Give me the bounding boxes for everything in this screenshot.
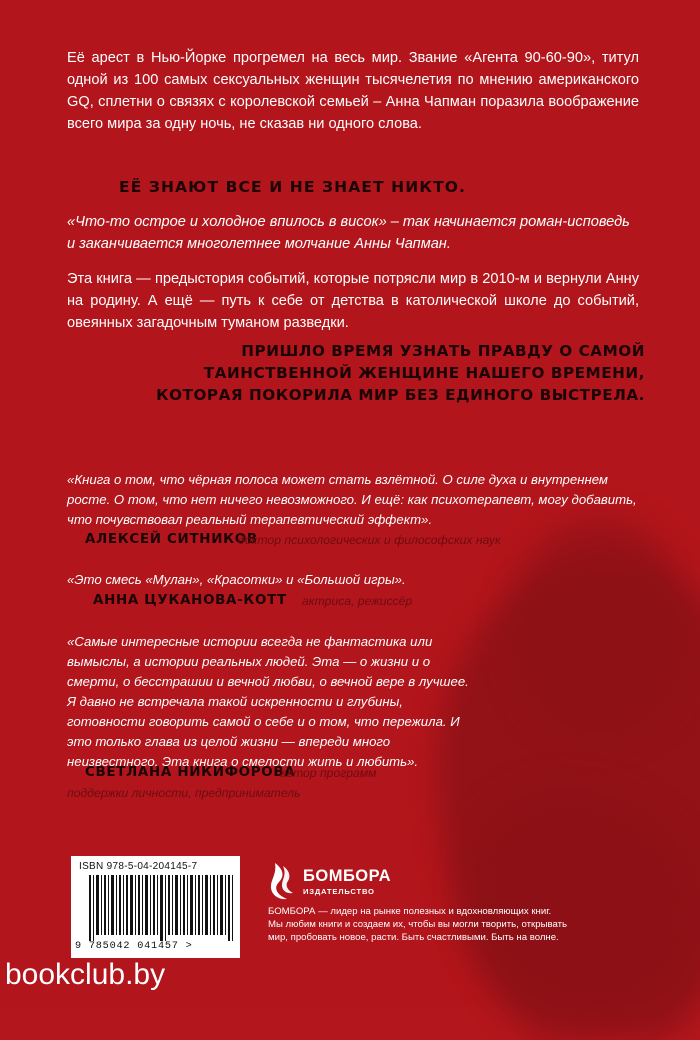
barcode-box xyxy=(71,856,240,958)
review-quote-1: «Книга о том, что чёрная полоса может стать взлётной. О силе духа и внутреннем росте. О том, что нет ничего невозможного. И ещё: как психотерапевт, могу добавить, что почувствовал реальный терапевтический эффект». xyxy=(67,472,637,527)
publisher-name: БОМБОРА xyxy=(303,867,392,885)
review-role-1: доктор психологических и философских наук xyxy=(238,533,501,547)
ean-digits: 9 785042 041457 > xyxy=(75,941,193,952)
review-author-2: АННА ЦУКАНОВА-КОТТ xyxy=(93,593,287,608)
review-role-3-line-2: поддержки личности, предприниматель xyxy=(67,786,301,800)
quote-opening-paragraph: «Что-то острое и холодное впилось в висок» – так начинается роман-исповедь и заканчивается многолетнее молчание Анны Чапман. xyxy=(67,214,630,252)
bombora-logo-icon xyxy=(269,860,299,902)
highlight-heading: ЕЁ ЗНАЮТ ВСЕ И НЕ ЗНАЕТ НИКТО. xyxy=(119,178,467,196)
barcode-bars xyxy=(89,875,244,941)
cta-line-2: ТАИНСТВЕННОЙ ЖЕНЩИНЕ НАШЕГО ВРЕМЕНИ, xyxy=(203,364,645,382)
review-role-2: актриса, режиссёр xyxy=(302,594,413,608)
publisher-description: БОМБОРА — лидер на рынке полезных и вдохновляющих книг. Мы любим книги и создаем их, чтобы вы могли творить, открывать мир, пробовать новое, расти. Быть счастливыми. Быть на волне. xyxy=(268,906,567,943)
cta-line-1: ПРИШЛО ВРЕМЯ УЗНАТЬ ПРАВДУ О САМОЙ xyxy=(241,342,645,360)
cta-heading xyxy=(115,340,645,406)
story-paragraph: Эта книга — предыстория событий, которые потрясли мир в 2010-м и вернули Анну на родину. А ещё — путь к себе от детства в католической школе до событий, овеянных загадочным туманом разведки. xyxy=(67,271,639,331)
review-author-1: АЛЕКСЕЙ СИТНИКОВ xyxy=(85,532,258,547)
intro-paragraph: Её арест в Нью-Йорке прогремел на весь мир. Звание «Агента 90-60-90», титул одной из 100 самых сексуальных женщин тысячелетия по мнению американского GQ, сплетни о связях с королевской семьей – Анна Чапман поразила воображение всего мира за одну ночь, не сказав ни одного слова. xyxy=(67,50,639,132)
review-author-3: СВЕТЛАНА НИКИФОРОВА xyxy=(85,765,296,780)
review-role-3: автор программ xyxy=(280,766,377,780)
isbn-label: ISBN 978-5-04-204145-7 xyxy=(79,861,198,872)
review-quote-2: «Это смесь «Мулан», «Красотки» и «Большой игры». xyxy=(67,572,406,587)
silhouette-head-shadow xyxy=(510,520,690,740)
cta-line-3: КОТОРАЯ ПОКОРИЛА МИР БЕЗ ЕДИНОГО ВЫСТРЕЛА. xyxy=(156,386,645,404)
bookclub-watermark: bookclub.by xyxy=(5,958,166,991)
review-quote-3: «Самые интересные истории всегда не фантастика или вымыслы, а истории реальных людей. Эта — о жизни и о смерти, о бесстрашии и вечной любви, о вечной вере в лучшее. Я давно не встречала такой искренности и глубины, готовности говорить самой о себе и о том, что пережила. И это только глава из целой жизни — впереди много неизвестного. Эта книга о смелости жить и любить». xyxy=(67,634,469,769)
publisher-subtitle: ИЗДАТЕЛЬСТВО xyxy=(303,887,375,896)
